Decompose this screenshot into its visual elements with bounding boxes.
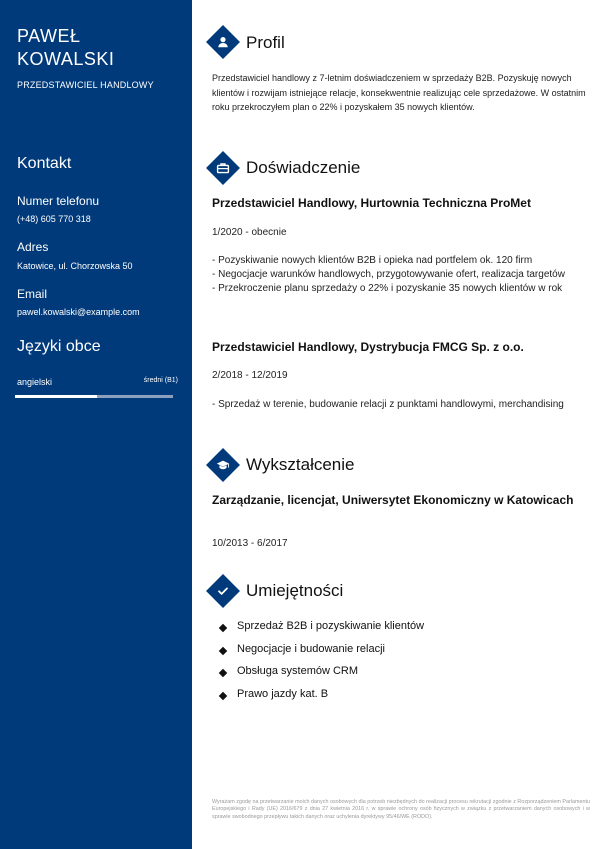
main-content (192, 0, 600, 849)
language-name: angielski (17, 377, 53, 387)
languages-heading: Języki obce (17, 338, 101, 355)
profile-heading: Profil (246, 33, 285, 52)
graduation-cap-icon (206, 448, 240, 482)
job-duties-2 (212, 398, 588, 412)
job-title-2: Przedstawiciel Handlowy, Dystrybucja FMCG Sp. z o.o. (212, 340, 524, 354)
sidebar (0, 0, 192, 849)
skill-text: Sprzedaż B2B i pozyskiwanie klientów (237, 620, 425, 632)
job-dates-2: 2/2018 - 12/2019 (212, 370, 288, 381)
last-name: KOWALSKI (17, 49, 115, 69)
education-heading: Wykształcenie (246, 455, 355, 474)
skill-text: Obsługa systemów CRM (237, 665, 359, 677)
contact-heading: Kontakt (17, 155, 72, 172)
skill-text: Negocjacje i budowanie relacji (237, 642, 385, 655)
experience-heading: Doświadczenie (246, 158, 361, 177)
gdpr-consent-clause: Wyrażam zgodę na przetwarzanie moich danych osobowych dla potrzeb niezbędnych do realizacji procesu rekrutacji zgodnie z Rozporządzeniem Parlamentu Europejskiego i Rady (UE) 2016/679 z dnia 27 kwietnia 2016 r. w sprawie ochrony osób fizycznych w związku z przetwarzaniem danych osobowych i w sprawie swobodnego przepływu takich danych oraz uchylenia dyrektywy 95/46/WE (RODO). (212, 799, 590, 820)
education-dates: 10/2013 - 6/2017 (212, 538, 288, 549)
job-duty: - Negocjacje warunków handlowych, przygotowywanie ofert, realizacja targetów (212, 269, 565, 280)
list-item (220, 643, 580, 666)
briefcase-icon (206, 151, 240, 185)
job-title: PRZEDSTAWICIEL HANDLOWY (17, 80, 154, 90)
language-proficiency-fill (15, 395, 97, 398)
address-label: Adres (17, 240, 49, 254)
language-proficiency-bar (15, 395, 173, 398)
phone-label: Numer telefonu (17, 194, 100, 208)
diamond-bullet-icon (219, 624, 227, 632)
diamond-bullet-icon (219, 691, 227, 699)
job-duty: - Pozyskiwanie nowych klientów B2B i opieka nad portfelem ok. 120 firm (212, 255, 533, 266)
list-item (220, 665, 580, 688)
skills-heading: Umiejętności (246, 581, 344, 600)
address-value: Katowice, ul. Chorzowska 50 (17, 261, 133, 271)
diamond-bullet-icon (219, 646, 227, 654)
person-icon (206, 25, 240, 59)
education-degree: Zarządzanie, licencjat, Uniwersytet Ekonomiczny w Katowicach (212, 493, 574, 507)
first-name: PAWEŁ (17, 26, 81, 46)
language-level: średni (B1) (143, 377, 178, 384)
profile-text: Przedstawiciel handlowy z 7-letnim doświadczeniem w sprzedaży B2B. Pozyskuję nowych klientów i rozwijam istniejące relacje, konsekwentnie realizując cele sprzedażowe. W ostatnim roku przekroczyłem plan o 22% i pozyskałem 35 nowych klientów. (212, 73, 586, 112)
checkmark-icon (206, 574, 240, 608)
skills-list (220, 620, 580, 710)
skill-text: Prawo jazdy kat. B (237, 687, 329, 700)
job-title-1: Przedstawiciel Handlowy, Hurtownia Techniczna ProMet (212, 196, 531, 210)
job-duties-1 (212, 254, 588, 296)
job-duty: - Sprzedaż w terenie, budowanie relacji z punktami handlowymi, merchandising (212, 399, 564, 410)
email-value: pawel.kowalski@example.com (17, 307, 140, 317)
phone-value: (+48) 605 770 318 (17, 214, 91, 224)
diamond-bullet-icon (219, 669, 227, 677)
job-dates-1: 1/2020 - obecnie (212, 227, 287, 238)
list-item (220, 620, 580, 643)
email-label: Email (17, 287, 48, 301)
candidate-name (17, 25, 114, 71)
job-duty: - Przekroczenie planu sprzedaży o 22% i pozyskanie 35 nowych klientów w rok (212, 283, 563, 294)
list-item (220, 688, 580, 711)
